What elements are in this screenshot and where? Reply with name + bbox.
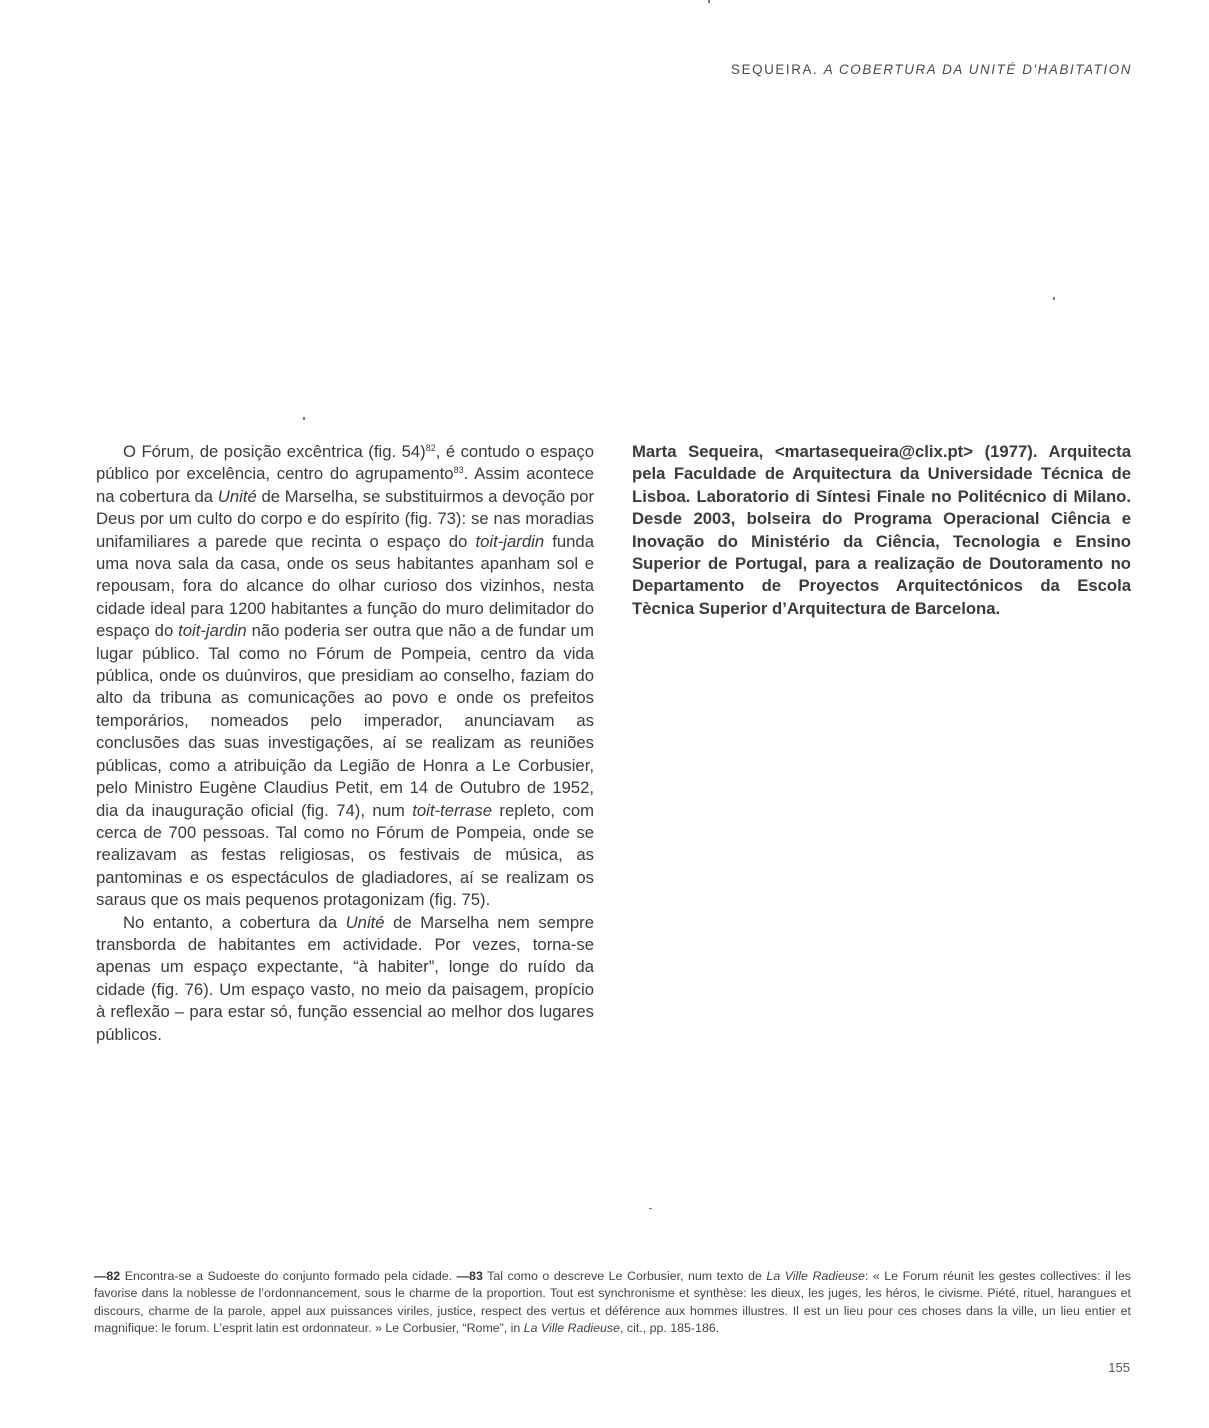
running-head-title: A COBERTURA DA UNITÉ D'HABITATION	[823, 62, 1132, 77]
text-run: . Assim acontece na cobertura da	[96, 464, 594, 506]
italic-term: toit-jardin	[178, 621, 247, 641]
text-run: repleto, com cerca de 700 pessoas. Tal como no Fórum de Pompeia, onde se realizavam as festas religiosas, os festivais de música, as pantominas e os espectáculos de gladiadores, aí se realizam os saraus que os mais pequenos protagonizam (fig. 75).	[96, 800, 594, 910]
text-run: de Marselha nem sempre transborda de habitantes em actividade. Por vezes, torna-se apenas um espaço expectante, “à habiter”, longe do ruído da cidade (fig. 76). Um espaço vasto, no meio da paisagem, propício à reflexão – para estar só, função essencial ao melhor dos lugares públicos.	[96, 912, 594, 1044]
italic-term: toit-jardin	[475, 531, 545, 551]
footnote-text-83: Tal como o descreve Le Corbusier, num texto de	[482, 1269, 767, 1283]
body-paragraph	[96, 912, 594, 1046]
text-run: No entanto, a cobertura da	[123, 912, 346, 932]
footnote-label-82: —82	[94, 1269, 121, 1283]
italic-term: Unité	[217, 486, 257, 506]
italic-term: toit-terrase	[412, 800, 492, 820]
scan-speck	[1053, 297, 1055, 300]
footnote-label-83: —83	[456, 1269, 483, 1283]
scan-speck	[649, 1208, 652, 1209]
text-run: , é contudo o espaço público por excelência, centro do agrupamento	[96, 442, 594, 484]
footnote-text-83: : « Le Forum réunit les gestes collectives: il les favorise dans la noblesse de l’ordonnancement, sous le charme de la proportion. Tout est synchronisme et synthèse: les dieux, les juges, les héros, le civisme. Piété, rituel, harangues et discours, charme de la parole, appel aux puissances viriles, justice, respect des vertus et déférence aux hommes illustres. Il est un lieu pour ces choses dans la ville, un lieu entier et magnifique: le forum. L’esprit latin est ordonnateur. » Le Corbusier, “Rome”, in	[94, 1269, 1131, 1335]
running-head-author: SEQUEIRA.	[731, 62, 819, 77]
text-run: de Marselha, se substituirmos a devoção por Deus por um culto do corpo e do espírito (fig. 73): se nas moradias unifamiliares a parede que recinta o espaço do	[96, 486, 595, 551]
scan-speck	[708, 0, 710, 3]
page-number: 155	[1108, 1360, 1130, 1375]
italic-title: La Ville Radieuse	[523, 1320, 620, 1335]
footnote-ref-83[interactable]: 83	[453, 465, 464, 476]
author-bio-column	[632, 441, 1131, 620]
footnote-text-82: Encontra-se a Sudoeste do conjunto formado pela cidade.	[120, 1269, 457, 1283]
footnote-text-83: , cit., pp. 185-186.	[619, 1320, 720, 1335]
footnotes	[94, 1268, 1131, 1337]
italic-title: La Ville Radieuse	[766, 1269, 865, 1283]
text-run: O Fórum, de posição excêntrica (fig. 54)	[123, 442, 426, 461]
author-bio: Marta Sequeira, <martasequeira@clix.pt> (1977). Arquitecta pela Faculdade de Arquitectura da Universidade Técnica de Lisboa. Laboratorio di Síntesi Finale no Politécnico di Milano. Desde 2003, bolseira do Programa Operacional Ciência e Inovação do Ministério da Ciência, Tecnologia e Ensino Superior de Portugal, para a realização de Doutoramento no Departamento de Proyectos Arquitectónicos da Escola Tècnica Superior d’Arquitectura de Barcelona.	[632, 442, 1131, 618]
footnote-ref-82[interactable]: 82	[425, 443, 436, 453]
text-run: funda uma nova sala da casa, onde os seus habitantes apanham sol e repousam, fora do alcance do olhar curioso dos vizinhos, nesta cidade ideal para 1200 habitantes a função do muro delimitador do espaço do	[96, 531, 594, 641]
running-head	[731, 62, 1132, 77]
italic-term: Unité	[345, 912, 385, 932]
scan-speck	[303, 417, 305, 420]
body-paragraph	[96, 441, 594, 912]
text-run: não poderia ser outra que não a de fundar um lugar público. Tal como no Fórum de Pompeia, centro da vida pública, onde os duúnviros, que presidiam ao conselho, faziam do alto da tribuna as comunicações ao povo e onde os prefeitos temporários, nomeados pelo imperador, anunciavam as conclusões das suas investigações, aí se realizam as reuniões públicas, como a atribuição da Legião de Honra a Le Corbusier, pelo Ministro Eugène Claudius Petit, em 14 de Outubro de 1952, dia da inauguração oficial (fig. 74), num	[96, 621, 594, 820]
main-text-column	[96, 441, 594, 1046]
